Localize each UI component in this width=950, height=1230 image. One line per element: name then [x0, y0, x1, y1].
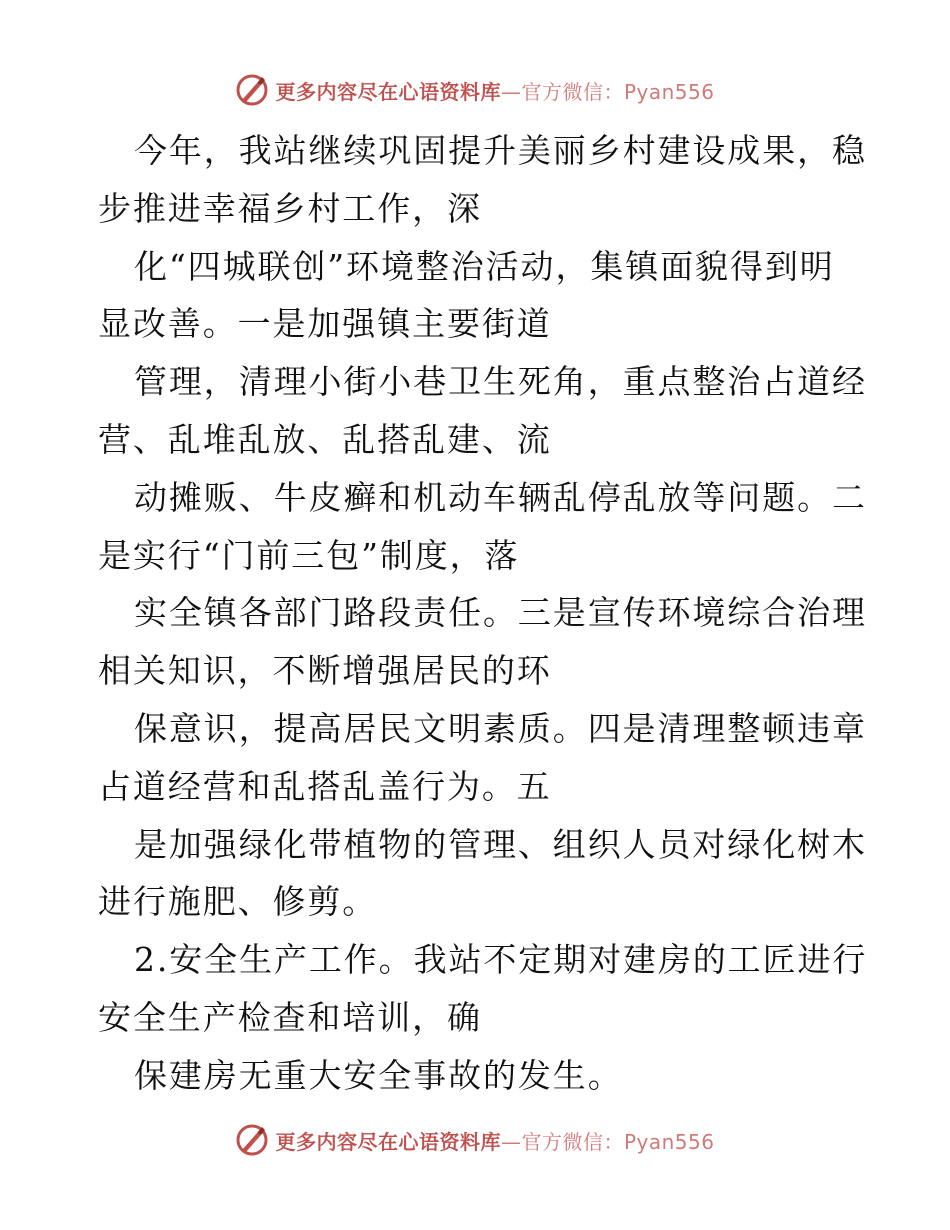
- pen-logo-icon: [235, 73, 269, 107]
- header-banner: [0, 70, 950, 110]
- banner-text: [275, 76, 714, 105]
- body-line: 动摊贩、牛皮癣和机动车辆乱停乱放等问题。二: [134, 477, 867, 517]
- pen-logo-icon: [235, 1123, 269, 1157]
- banner-title: 更多内容尽在心语资料库: [275, 1129, 501, 1154]
- body-line: 是加强绿化带植物的管理、组织人员对绿化树木: [134, 824, 867, 864]
- body-line: 营、乱堆乱放、乱搭乱建、流: [98, 419, 552, 459]
- body-line: 步推进幸福乡村工作，深: [98, 188, 482, 228]
- body-line: 保建房无重大安全事故的发生。: [134, 1055, 623, 1095]
- body-line: 相关知识，不断增强居民的环: [98, 651, 552, 691]
- document-body: [98, 122, 868, 1105]
- banner-text: [275, 1126, 714, 1155]
- body-line: 安全生产检查和培训，确: [98, 997, 482, 1037]
- body-line: 进行施肥、修剪。: [98, 882, 378, 922]
- body-line: 2.安全生产工作。我站不定期对建房的工匠进行: [134, 940, 868, 980]
- body-line: 是实行“门前三包”制度，落: [98, 535, 520, 575]
- banner-title: 更多内容尽在心语资料库: [275, 79, 501, 104]
- body-line: 显改善。一是加强镇主要街道: [98, 304, 552, 344]
- body-line: 实全镇各部门路段责任。三是宣传环境综合治理: [134, 593, 867, 633]
- banner-wechat: —官方微信：Pyan556: [500, 1129, 715, 1154]
- body-line: 保意识，提高居民文明素质。四是清理整顿违章: [134, 708, 867, 748]
- footer-banner: [0, 1120, 950, 1160]
- body-line: 化“四城联创”环境整治活动，集镇面貌得到明: [134, 246, 835, 286]
- body-line: 管理，清理小街小巷卫生死角，重点整治占道经: [134, 362, 867, 402]
- body-line: 今年，我站继续巩固提升美丽乡村建设成果，稳: [134, 131, 867, 170]
- banner-wechat: —官方微信：Pyan556: [500, 79, 715, 104]
- body-line: 占道经营和乱搭乱盖行为。五: [98, 766, 552, 806]
